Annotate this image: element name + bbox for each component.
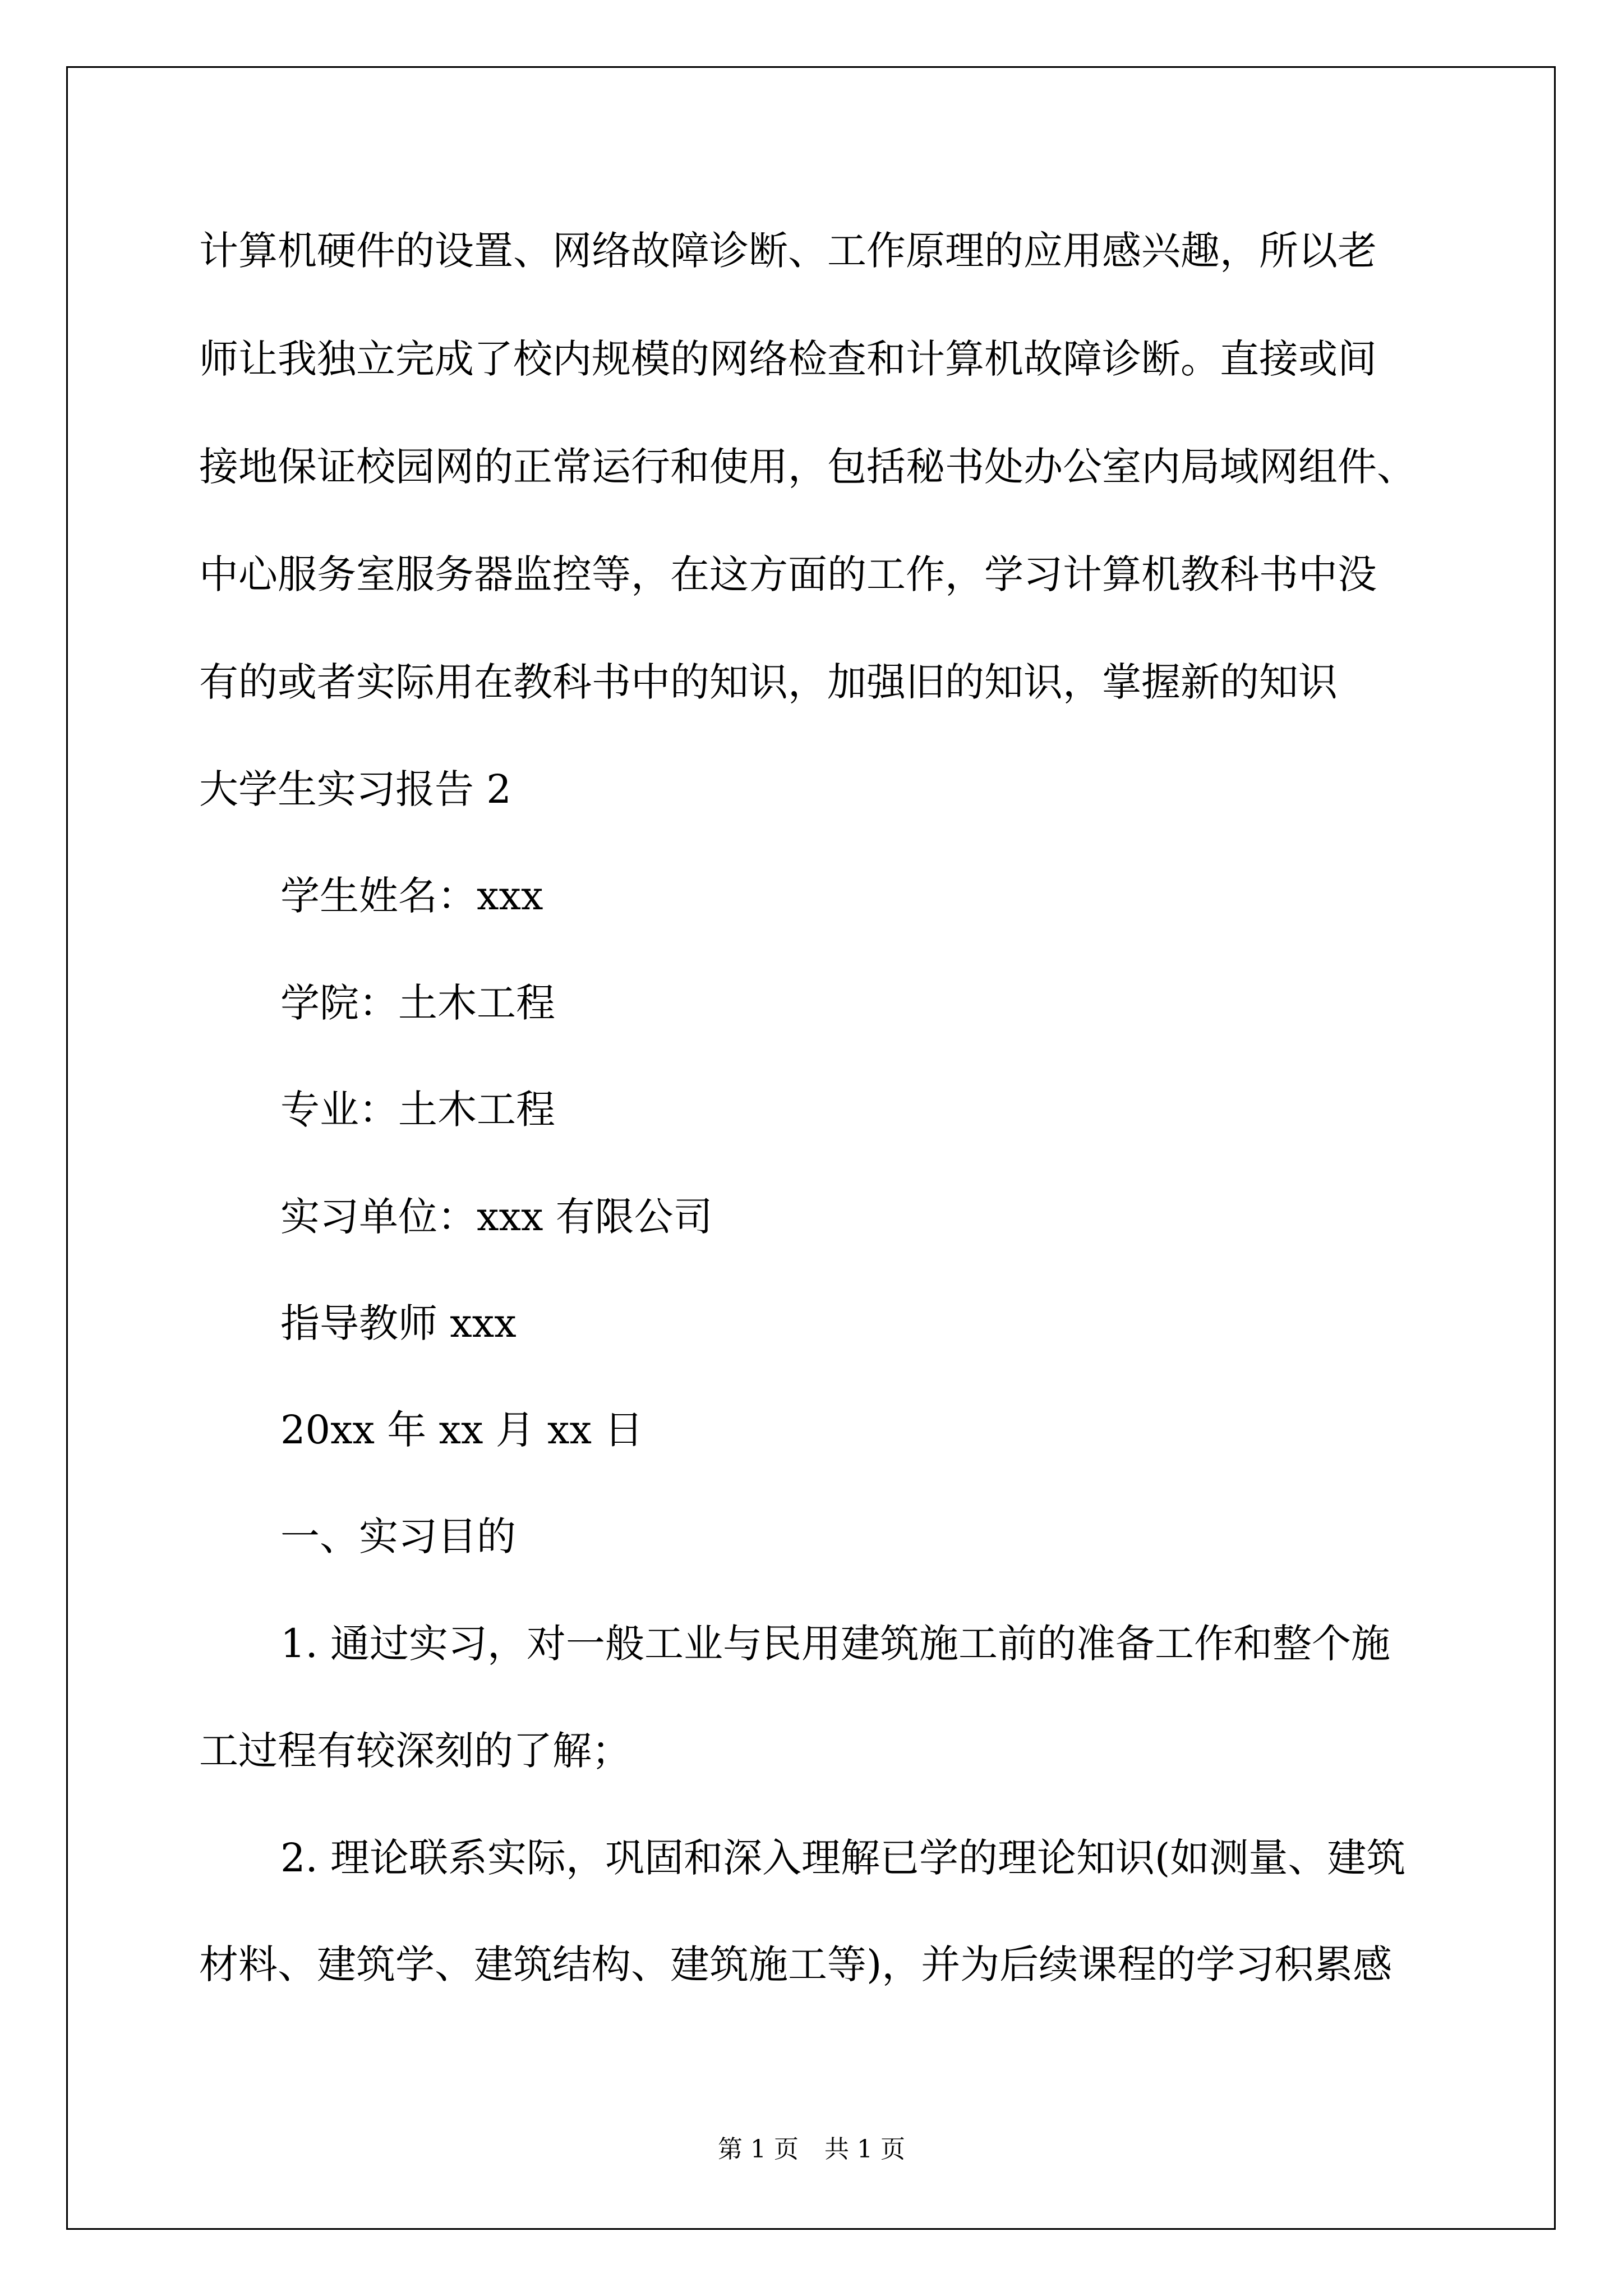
page-total: 共 1 页 [824,2135,905,2164]
page-border [66,66,1556,2230]
item-1-line-1: 1. 通过实习，对一般工业与民用建筑施工前的准备工作和整个施 [280,1621,1391,1667]
page-footer [0,2137,1623,2162]
section-title: 大学生实习报告 2 [199,766,511,812]
item-1-line-2: 工过程有较深刻的了解； [199,1728,631,1774]
item-2-line-2: 材料、建筑学、建筑结构、建筑施工等)，并为后续课程的学习积累感 [199,1941,1393,1987]
major-line: 专业：土木工程 [280,1087,555,1133]
paragraph-line-3: 接地保证校园网的正常运行和使用，包括秘书处办公室内局域网组件、 [199,444,1416,490]
paragraph-line-5: 有的或者实际用在教科书中的知识，加强旧的知识，掌握新的知识 [199,659,1338,705]
student-name-line: 学生姓名：xxx [280,873,543,919]
page-number: 第 1 页 [718,2135,799,2164]
paragraph-line-2: 师让我独立完成了校内规模的网络检查和计算机故障诊断。直接或间 [199,336,1377,382]
advisor-line: 指导教师 xxx [280,1300,517,1346]
date-line: 20xx 年 xx 月 xx 日 [280,1407,644,1453]
college-line: 学院：土木工程 [280,980,555,1026]
internship-unit-line: 实习单位：xxx 有限公司 [280,1194,713,1240]
paragraph-line-4: 中心服务室服务器监控等，在这方面的工作，学习计算机教科书中没 [199,551,1377,597]
item-2-line-1: 2. 理论联系实际，巩固和深入理解已学的理论知识(如测量、建筑 [280,1835,1406,1881]
purpose-heading: 一、实习目的 [280,1513,516,1559]
paragraph-line-1: 计算机硬件的设置、网络故障诊断、工作原理的应用感兴趣，所以老 [199,228,1377,274]
